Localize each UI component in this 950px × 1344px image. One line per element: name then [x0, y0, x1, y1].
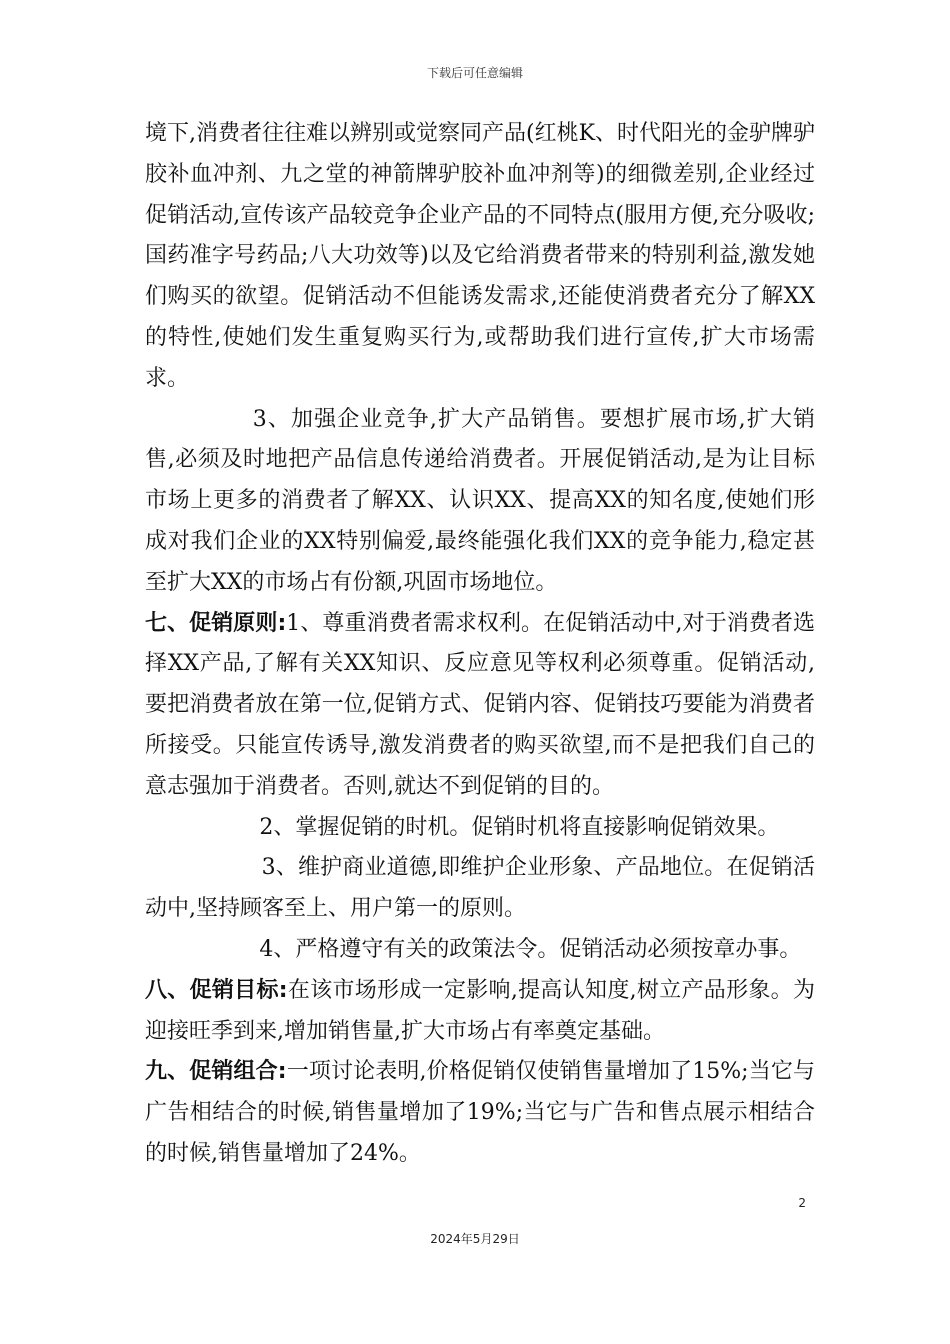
- page-number: 2: [798, 1196, 806, 1210]
- section-heading: 七、促销原则:: [145, 610, 287, 636]
- paragraph-principle-3: [145, 848, 815, 930]
- paragraph-text: 境下,消费者往往难以辨别或觉察同产品(红桃K、时代阳光的金驴牌驴胶补血冲剂、九之堂的神箭牌驴胶补血冲剂等)的细微差别,企业经过促销活动,宣传该产品较竞争企业产品的不同特点(服用方便,充分吸收;国药准字号药品;八大功效等)以及它给消费者带来的特别利益,激发她们购买的欲望。促销活动不但能诱发需求,还能使消费者充分了解XX的特性,使她们发生重复购买行为,或帮助我们进行宣传,扩大市场需求。: [145, 121, 816, 391]
- paragraph-text: 一项讨论表明,价格促销仅使销售量增加了15%;当它与广告相结合的时候,销售量增加了19%;当它与广告和售点展示相结合的时候,销售量增加了24%。: [145, 1059, 815, 1166]
- section-heading: 九、促销组合:: [145, 1059, 287, 1085]
- section-promotion-principles: [145, 604, 815, 808]
- section-promotion-goals: [145, 971, 815, 1053]
- paragraph-principle-4: [145, 930, 815, 971]
- paragraph-text: 3、加强企业竞争,扩大产品销售。要想扩展市场,扩大销售,必须及时地把产品信息传递给消费者。开展促销活动,是为让目标市场上更多的消费者了解XX、认识XX、提高XX的知名度,使她们形成对我们企业的XX特别偏爱,最终能强化我们XX的竞争能力,稳定甚至扩大XX的市场占有份额,巩固市场地位。: [145, 406, 815, 595]
- paragraph-text: 3、维护商业道德,即维护企业形象、产品地位。在促销活动中,坚持顾客至上、用户第一的原则。: [145, 855, 815, 922]
- page-header: 下载后可任意编辑: [426, 66, 523, 80]
- page-footer-date: 2024年5月29日: [430, 1232, 520, 1246]
- paragraph-competition: [145, 400, 815, 604]
- paragraph-promotion-benefits: [145, 114, 815, 400]
- paragraph-principle-2: [145, 808, 815, 849]
- paragraph-text: 2、掌握促销的时机。促销时机将直接影响促销效果。: [259, 814, 780, 840]
- document-body: [145, 114, 815, 1175]
- paragraph-text: 4、严格遵守有关的政策法令。促销活动必须按章办事。: [259, 936, 802, 962]
- section-heading: 八、促销目标:: [145, 977, 288, 1003]
- paragraph-text: 1、尊重消费者需求权利。在促销活动中,对于消费者选择XX产品,了解有关XX知识、反应意见等权利必须尊重。促销活动,要把消费者放在第一位,促销方式、促销内容、促销技巧要能为消费者所接受。只能宣传诱导,激发消费者的购买欲望,而不是把我们自己的意志强加于消费者。否则,就达不到促销的目的。: [145, 610, 815, 799]
- section-promotion-mix: [145, 1052, 815, 1174]
- paragraph-text: 在该市场形成一定影响,提高认知度,树立产品形象。为迎接旺季到来,增加销售量,扩大市场占有率奠定基础。: [145, 977, 815, 1044]
